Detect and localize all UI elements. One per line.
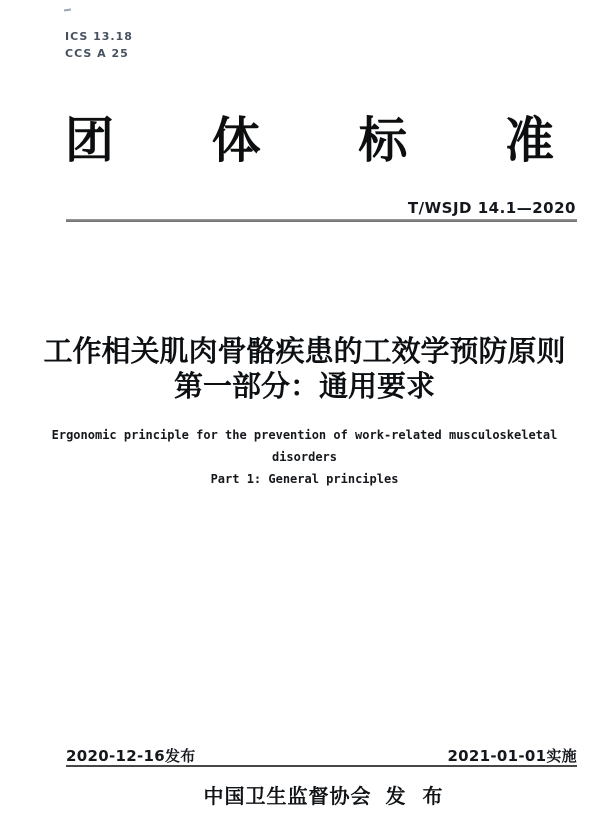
document-title-en xyxy=(0,424,609,490)
date-row xyxy=(66,745,577,766)
publisher-name: 中国卫生监督协会 xyxy=(203,784,372,808)
hero-title-char: 标 xyxy=(358,111,408,169)
document-title-cn-line2: 第一部分：通用要求 xyxy=(173,369,435,403)
document-title-cn xyxy=(0,334,609,404)
hero-title-char: 体 xyxy=(211,111,261,169)
footer-rule xyxy=(66,765,577,767)
hero-title-char: 准 xyxy=(504,111,554,169)
scan-artifact-dash-icon xyxy=(64,9,71,12)
header-rule xyxy=(66,219,577,222)
document-title-en-line3: Part 1: General principles xyxy=(210,472,399,486)
classification-codes xyxy=(65,28,133,62)
publish-action-label: 发 布 xyxy=(385,784,448,808)
hero-title xyxy=(65,113,554,167)
ccs-code: CCS A 25 xyxy=(65,47,129,60)
hero-title-char: 团 xyxy=(65,111,115,169)
document-title-en-line1: Ergonomic principle for the prevention of work-related musculoskeletal xyxy=(51,428,558,442)
publisher-row xyxy=(0,780,609,809)
ics-code: ICS 13.18 xyxy=(65,30,133,43)
standard-code: T/WSJD 14.1—2020 xyxy=(407,199,576,217)
document-title-cn-line1: 工作相关肌肉骨骼疾患的工效学预防原则 xyxy=(43,334,566,368)
implementation-date: 2021-01-01实施 xyxy=(447,747,577,765)
document-title-en-line2: disorders xyxy=(271,450,338,464)
issue-date: 2020-12-16发布 xyxy=(66,747,196,765)
